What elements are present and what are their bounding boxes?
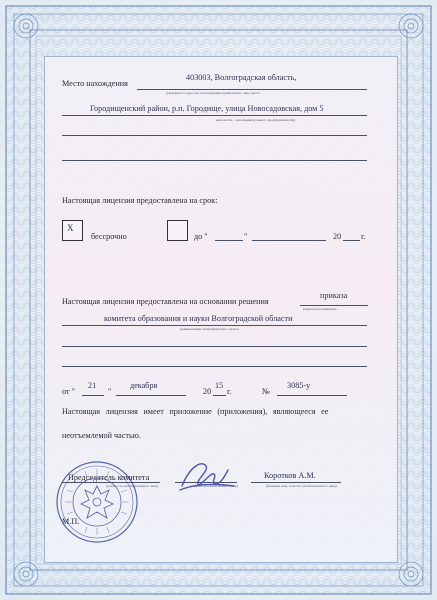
order-year-suffix: г. [227, 387, 232, 396]
signature-position: Председатель комитета [68, 473, 150, 482]
basis-kind-line [300, 305, 368, 306]
term-checked-mark: Х [67, 223, 74, 233]
term-until-prefix: до " [194, 232, 208, 241]
location-line-2 [62, 115, 367, 116]
order-year-prefix: 20 [203, 387, 212, 396]
appendix-line-1: Настоящая лицензия имеет приложение (приложения), являющееся ее [62, 407, 329, 416]
term-indefinite-label: бессрочно [91, 232, 127, 241]
basis-authority-value: комитета образования и науки Волгоградской области [104, 314, 293, 323]
signature-position-hint: (должность уполномоченного лица) [106, 484, 158, 488]
handwritten-signature-icon [176, 456, 238, 496]
location-value-1: 403003, Волгоградская область, [186, 73, 297, 82]
location-label: Место нахождения [62, 79, 128, 88]
basis-line-3 [62, 346, 367, 347]
basis-authority-hint: (наименование лицензирующего органа) [180, 327, 239, 331]
order-number-label: № [262, 387, 270, 396]
signature-name-hint: (фамилия, имя, отчество уполномоченного лица) [266, 484, 337, 488]
basis-authority-line [62, 325, 367, 326]
order-month: декабря [130, 381, 158, 390]
order-year-line [213, 395, 226, 396]
term-label: Настоящая лицензия предоставлена на срок: [62, 196, 218, 205]
term-year-line [343, 240, 360, 241]
basis-label: Настоящая лицензия предоставлена на основании решения [62, 297, 269, 306]
order-day-line [82, 395, 104, 396]
signature-name: Коротков А.М. [264, 471, 316, 480]
order-from: от " [62, 387, 75, 396]
location-value-2: Городищенский район, р.п. Городище, улица Новосадовская, дом 5 [90, 104, 324, 113]
term-until-mid: " [244, 232, 248, 241]
signature-position-line [62, 482, 160, 483]
basis-kind-hint: (приказ/распоряжение) [303, 307, 337, 311]
location-line-3 [62, 135, 367, 136]
seal-place: М.П. [62, 517, 80, 526]
location-hint-1: (указывается адрес места нахождения юридического лица (места [166, 91, 261, 95]
order-number-line [277, 395, 347, 396]
signature-sign-hint: (подпись уполномоченного лица) [190, 484, 239, 488]
location-line-4 [62, 160, 367, 161]
term-day-line [215, 240, 243, 241]
location-line-1 [137, 89, 367, 90]
basis-line-4 [62, 366, 367, 367]
basis-kind-value: приказа [320, 291, 348, 300]
location-hint-2: жительства – для индивидуального предпринимателя)) [216, 118, 296, 122]
signature-name-line [251, 482, 341, 483]
term-until-year: 20 [333, 232, 342, 241]
order-month-line [116, 395, 186, 396]
order-day: 21 [88, 381, 97, 390]
order-year: 15 [215, 381, 224, 390]
order-number: 3085-у [287, 381, 311, 390]
term-month-line [252, 240, 326, 241]
term-until-checkbox [167, 220, 188, 241]
term-until-suffix: г. [361, 232, 366, 241]
order-quote: " [108, 387, 112, 396]
appendix-line-2: неотъемлемой частью. [62, 431, 141, 440]
